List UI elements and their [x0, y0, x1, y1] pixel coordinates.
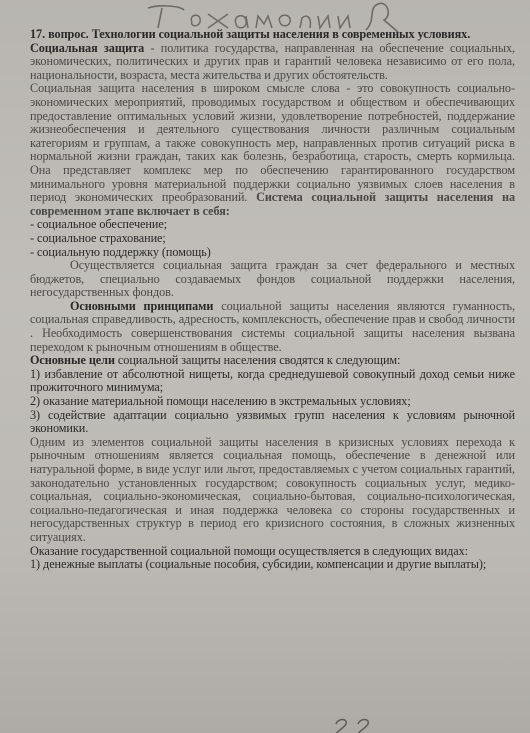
document-body: [30, 28, 515, 572]
definition-text: - политика государства, направленная на обеспечение социальных, экономических, политических и других прав и гарантий человека независимо от его пола, национальности, возраста, места жительства и других обстоятельств.: [30, 40, 515, 82]
goal-item: 1) избавление от абсолютной нищеты, когда среднедушевой совокупный доход семьи ниже прожиточного минимума;: [30, 366, 515, 395]
list-item: - социальную поддержку (помощь): [30, 244, 211, 259]
system-includes-text: Система социальной защиты населения на современном этапе включает в себя:: [30, 190, 515, 218]
list-item: - социальное обеспечение;: [30, 217, 168, 232]
paragraph-principles: [30, 300, 515, 354]
paragraph-goals: [30, 354, 515, 368]
list-item: - социальное страхование;: [30, 230, 166, 245]
goal-item: 2) оказание материальной помощи населению в экстремальных условиях;: [30, 394, 411, 409]
principles-text: социальной защиты населения являются гуманность, социальная справедливость, адресность, комплексность, обеспечение прав и свобод личности . Необходимость совершенствования системы социальной защиты населения вызвана переходом к рыночным отношениям в обществе.: [30, 298, 515, 354]
broad-sense-text: Социальная защита населения в широком смысле слова - это совокупность социально-экономических мероприятий, проводимых государством и обществом и обеспечивающих предоставление оптимальных условий жизни, удовлетворение потребностей, поддержание жизнеобеспечения и деятельного существования личности различным социальным категориям и группам, а также совокупность мер, направленных против ситуаций риска в нормальной жизни граждан, таких как болезнь, безработица, старость, смерть кормильца. Она представляет комплекс мер по обеспечению гарантированного государством минимального уровня материальной поддержки социально уязвимых слоев населения в период экономических преобразований.: [30, 81, 515, 205]
paragraph-definition: [30, 42, 515, 83]
question-number: 17. вопрос.: [30, 27, 89, 41]
paragraph-social-help: Одним из элементов социальной защиты населения в кризисных условиях перехода к рыночным отношениям является социальная помощь, обеспечение в денежной или натуральной форме, в виде услуг или льгот, предоставляемых с учетом социальных гарантий, законодательно установленных государством; совокупность социальных услуг, медико-социальная, социально-экономическая, социально-бытовая, социально-психологическая, социально-педагогическая и иная поддержка человека со стороны государственных и негосударственных структур в период его кризисного состояния, в сложных жизненных ситуациях.: [30, 434, 515, 544]
goal-item: 3) содействие адаптации социально уязвимых групп населения к условиям рыночной экономики.: [30, 407, 515, 436]
paragraph-broad-sense: [30, 82, 515, 218]
help-kind-item: 1) денежные выплаты (социальные пособия, субсидии, компенсации и другие выплаты);: [30, 557, 487, 572]
paragraph-funding: Осуществляется социальная защита граждан за счет федерального и местных бюджетов, специально создаваемых фондов социальной поддержки населения, негосударственных фондов.: [30, 258, 515, 300]
question-heading: [30, 28, 515, 42]
term-principles: Основными принципами: [70, 298, 214, 313]
goals-intro-text: социальной защиты населения сводятся к следующим:: [114, 353, 401, 368]
question-title: Технологии социальной защиты населения в современных условиях.: [91, 27, 471, 41]
handwritten-page-mark: [330, 716, 390, 733]
paragraph-help-kinds: Оказание государственной социальной помощи осуществляется в следующих видах:: [30, 543, 468, 558]
term-social-protection: Социальная защита: [30, 40, 145, 55]
term-goals: Основные цели: [30, 353, 115, 368]
